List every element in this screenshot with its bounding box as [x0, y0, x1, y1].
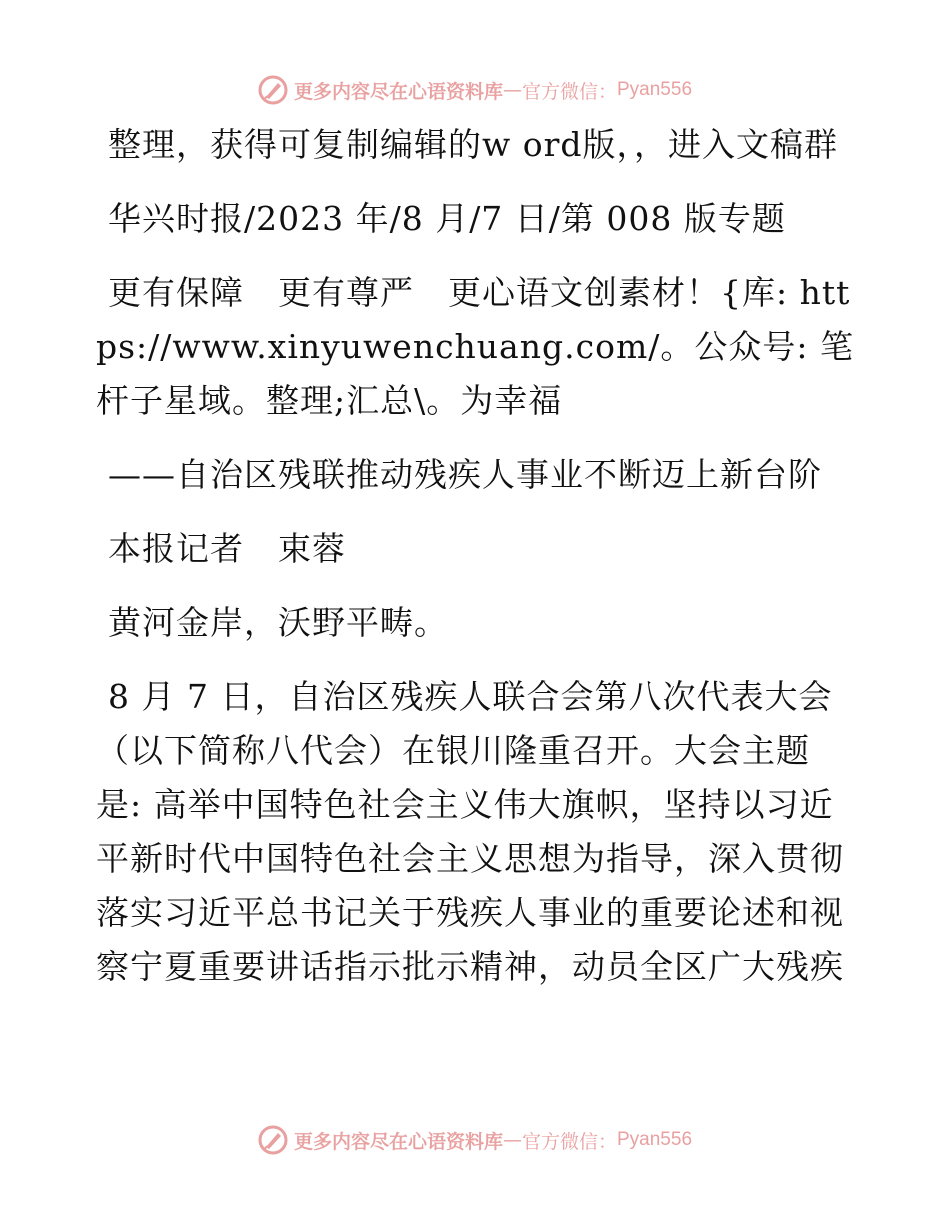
quill-logo-icon — [258, 1125, 288, 1155]
paragraph-lead: 黄河金岸，沃野平畴。 — [108, 603, 448, 642]
banner-wechat-id: Pyan556 — [617, 79, 693, 100]
paragraph-byline: 本报记者 束蓉 — [108, 529, 346, 568]
paragraph-body: 8 月 7 日，自治区残疾人联合会第八次代表大会（以下简称八代会）在银川隆重召开。大会主题是: 高举中国特色社会主义伟大旗帜，坚持以习近平新时代中国特色社会主义思想为指导，深入贯彻落实习近平总书记关于残疾人事业的重要论述和视察宁夏重要讲话指示批示精神，动员全区广大残疾 — [96, 677, 844, 986]
document-body — [96, 118, 856, 994]
paragraph-subheadline: ——自治区残联推动残疾人事业不断迈上新台阶 — [108, 455, 822, 494]
paragraph-intro: 整理，获得可复制编辑的w ord版，，进入文稿群 — [108, 125, 839, 164]
header-watermark-banner — [0, 70, 950, 110]
paragraph-source: 华兴时报/2023 年/8 月/7 日/第 008 版专题 — [108, 199, 786, 238]
banner-text: 更多内容尽在心语资料库 — [293, 80, 503, 103]
banner-separator: — — [502, 1129, 522, 1151]
banner-text: 更多内容尽在心语资料库 — [293, 1130, 503, 1153]
paragraph-headline: 更有保障 更有尊严 更心语文创素材！{库: https://www.xinyuwenchuang.com/。公众号: 笔杆子星域。整理;汇总\。为幸福 — [96, 273, 854, 420]
footer-watermark-banner — [0, 1120, 950, 1160]
banner-wechat-label: 官方微信： — [521, 80, 617, 103]
banner-wechat-id: Pyan556 — [617, 1129, 693, 1150]
banner-separator: — — [502, 79, 522, 101]
banner-wechat-label: 官方微信： — [521, 1130, 617, 1153]
quill-logo-icon — [258, 75, 288, 105]
